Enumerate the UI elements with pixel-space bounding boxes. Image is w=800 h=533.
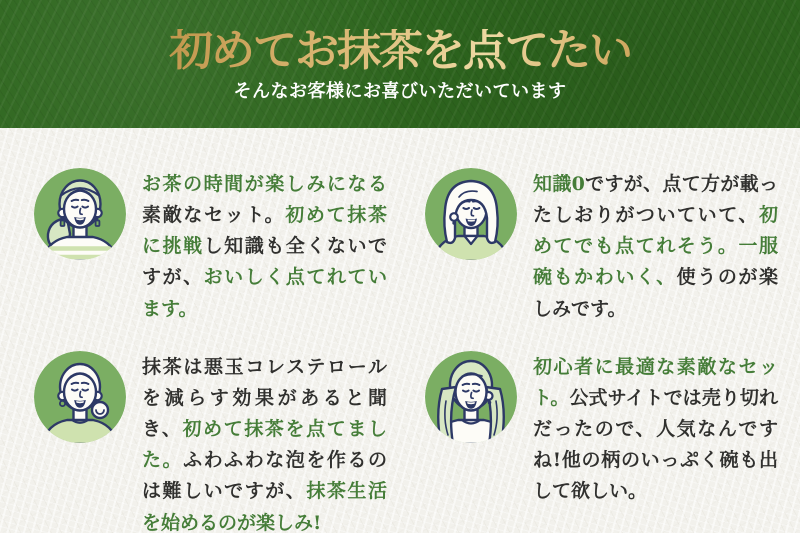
quote-segment: 使うのが楽しみです。 bbox=[533, 266, 778, 320]
avatar-woman-longhair-icon bbox=[425, 351, 517, 443]
testimonial-grid bbox=[0, 128, 800, 533]
page-subtitle: そんなお客様にお喜びいただいています bbox=[233, 81, 567, 102]
quote-segment: お茶の時間が楽しみになる bbox=[142, 173, 387, 195]
quote-segment: 公式サイトでは売り切れだったので、人気なんですね!他の柄のいっぷく碗も出して欲しい。 bbox=[533, 386, 778, 503]
avatar-woman-headband-icon bbox=[34, 168, 126, 260]
testimonial-text-2 bbox=[533, 169, 778, 325]
testimonial-text-3 bbox=[142, 352, 387, 533]
quote-segment: し知識も全くないですが、 bbox=[142, 235, 387, 289]
page-title: 初めてお抹茶を点てたい bbox=[169, 25, 631, 76]
testimonial-card-2 bbox=[425, 168, 778, 325]
quote-segment: 素敵なセット。 bbox=[142, 204, 286, 227]
quote-segment: 抹茶生活を始めるのが楽しみ! bbox=[142, 480, 387, 533]
quote-segment: 初心者に最適な素敵なセット。 bbox=[533, 355, 778, 409]
testimonial-card-1 bbox=[34, 168, 387, 325]
quote-segment: 知識0 bbox=[533, 173, 585, 195]
testimonial-text-4 bbox=[533, 352, 778, 508]
testimonial-card-4 bbox=[425, 351, 778, 533]
header-banner bbox=[0, 0, 800, 128]
quote-segment: ふわふわな泡を作るのは難しいですが、 bbox=[142, 449, 387, 503]
quote-segment: おいしく点てれています。 bbox=[142, 266, 387, 320]
quote-segment: 抹茶は悪玉コレステロールを減らす効果があると聞き、 bbox=[142, 355, 387, 441]
quote-segment: 初めてでも点てれそう。一服碗もかわいく、 bbox=[533, 204, 778, 289]
testimonial-card-3 bbox=[34, 351, 387, 533]
quote-segment: ですが、点て方が載ったしおりがついていて、 bbox=[533, 173, 778, 227]
quote-segment: 初めて抹茶に挑戦 bbox=[142, 204, 387, 258]
avatar-woman-bob-icon bbox=[425, 168, 517, 260]
quote-segment: 初めて抹茶を点てました。 bbox=[142, 418, 387, 472]
testimonial-text-1 bbox=[142, 169, 387, 325]
avatar-woman-bun-icon bbox=[34, 351, 126, 443]
